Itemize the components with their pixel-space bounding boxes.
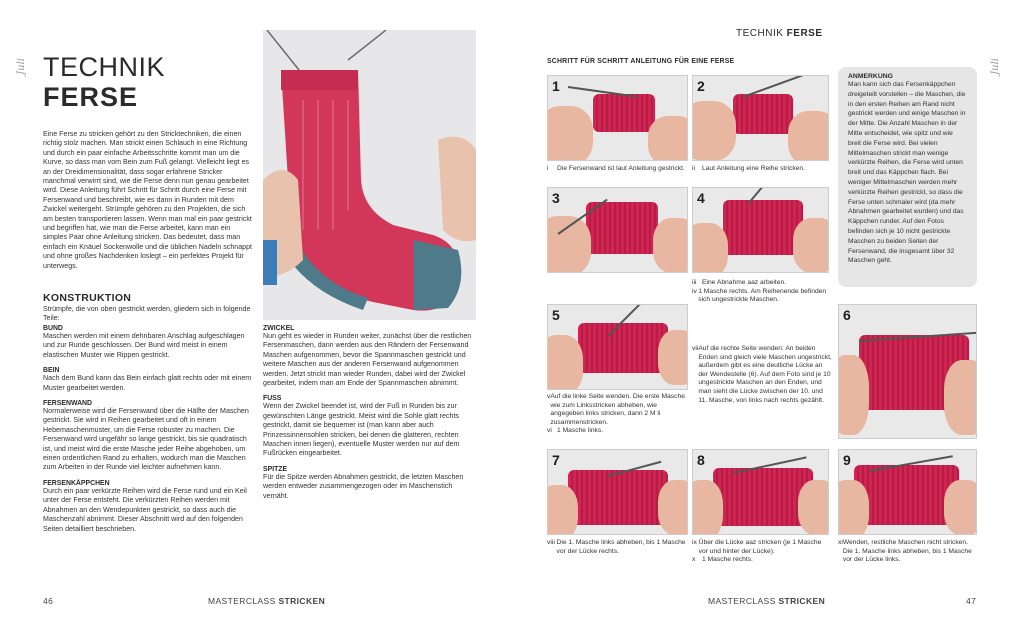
caption-text: Die 1. Masche links abheben, bis 1 Masche vor der Lücke rechts. <box>556 539 686 555</box>
section-fersenkaeppchen <box>43 480 256 534</box>
caption-roman: v <box>547 393 551 400</box>
caption-text: Die Fersenwand ist laut Anleitung gestrickt. <box>557 165 685 172</box>
caption-7 <box>547 539 688 556</box>
caption-1 <box>547 165 688 174</box>
section-text: Wenn der Zwickel beendet ist, wird der Fuß in Runden bis zur gewünschten Länge gestrickt. Meist wird die Sohle glatt rechts gestrickt, damit sie bequemer ist (man kann aber auch Prinzessinnensohlen stricken, bei denen die glatteren, rechten Maschen innen liegen), eventuelle Muster werden nur auf dem Fußrücken eingearbeitet. <box>263 402 460 458</box>
step-number: 6 <box>843 307 851 323</box>
caption-roman: iv <box>692 287 697 295</box>
caption-roman: i <box>547 165 549 172</box>
caption-roman: vi <box>547 427 552 435</box>
caption-roman: ii <box>692 165 695 172</box>
intro-text: Eine Ferse zu stricken gehört zu den Stricktechniken, die einen richtig stolz machen. Man strickt einen Schlauch in eine Richtung und durch ein paar einfache Arbeitsschritte kommt man um die Kurve, so dass man vom Bein zum Fuß gelangt. Vielleicht liegt es an der Dreidimensionalität, dass sogar erfahrene Stricker manchmal verwirrt sind, wie die Ferse denn nun genau gearbeitet wird. Diese Anleitung führt Schritt für Schritt durch eine Ferse mit Fersenwand und beschreibt, wie es dann in Runden mit dem Zwickel weitergeht. Strümpfe gehören zu den Projekten, die sich am besten transportieren lassen. Wenn man mal ein paar gestrickt und begriffen hat, wie man die Ferse arbeitet, kann man ein simples Paar ohne Anleitung stricken. Das bedeutet, dass man einfach ein Knäuel Sockenwolle und die üblichen Nadeln schnappt und ohne großes Nachdenken loslegt – ein perfektes Projekt für unterwegs. <box>43 130 253 270</box>
caption-text: Über die Lücke aaz stricken (je 1 Masche vor und hinter der Lücke). <box>698 539 822 555</box>
section-zwickel <box>263 325 476 388</box>
konstruktion-block <box>43 292 256 324</box>
caption-text: Eine Abnahme aaz arbeiten. <box>702 279 787 286</box>
section-text: Maschen werden mit einem dehnbaren Anschlag aufgeschlagen und zur Runde geschlossen. Der Bund wird meist in einem elastischen Muster wie Rippen gestrickt. <box>43 332 245 359</box>
caption-roman: vii <box>692 345 699 352</box>
caption-roman: xi <box>838 539 843 546</box>
footer-bold: STRICKEN <box>778 596 826 606</box>
step-photo-8 <box>692 449 829 535</box>
step-photo-7 <box>547 449 688 535</box>
section-text: Normalerweise wird die Fersenwand über die Hälfte der Maschen gestrickt. Sie wird in Reihen gearbeitet und oft in einem Hebemaschenmuster, um die Ferse robuster zu machen. Die Fersenwand wird ungefähr so lange gestrickt, bis sie quadratisch ist, und meist wird die erste Masche jeder Reihe abgehoben, um einen ordentlichen Rand zu erhalten, wodurch man die Maschen zum Arbeiten in der Runde viel leichter aufnehmen kann. <box>43 407 249 472</box>
step-number: 2 <box>697 78 705 94</box>
page-title-bold: FERSE <box>43 82 139 112</box>
step-number: 5 <box>552 307 560 323</box>
step-photo-5 <box>547 304 688 390</box>
step-photo-2 <box>692 75 829 161</box>
sections-col2 <box>263 325 476 501</box>
caption-text: 1 Masche links. <box>557 427 604 435</box>
caption-6 <box>692 345 832 405</box>
konstruktion-text: Strümpfe, die von oben gestrickt werden, gliedern sich in folgende Teile: <box>43 305 251 323</box>
page-title-light: TECHNIK <box>43 52 166 82</box>
caption-text: Auf die linke Seite wenden. Die erste Masche wie zum Linksstricken abheben, wie angegeben links stricken, dann 2 M li zusammenstricken. <box>550 393 685 426</box>
step-photo-4 <box>692 187 829 273</box>
section-bein <box>43 367 256 393</box>
caption-roman: ix <box>692 539 697 546</box>
section-fersenwand <box>43 400 256 473</box>
caption-text: Laut Anleitung eine Reihe stricken. <box>702 165 805 172</box>
caption-text: 1 Masche rechts. <box>702 556 753 564</box>
page-number-right: 47 <box>966 596 977 606</box>
running-header <box>736 28 823 39</box>
step-photo-1 <box>547 75 688 161</box>
caption-roman: iii <box>692 279 697 286</box>
step-number: 8 <box>697 452 705 468</box>
sock-illustration <box>263 30 476 320</box>
step-photo-6 <box>838 304 977 439</box>
caption-8 <box>692 539 832 565</box>
konstruktion-heading: KONSTRUKTION <box>43 292 132 304</box>
footer-left <box>208 596 325 606</box>
section-heading: ZWICKEL <box>263 325 295 332</box>
sections-col1 <box>43 325 256 534</box>
note-box <box>838 67 977 287</box>
running-header-light: TECHNIK <box>736 28 787 39</box>
footer-light: MASTERCLASS <box>708 596 779 606</box>
caption-3-4 <box>692 279 829 305</box>
caption-9 <box>838 539 977 565</box>
side-tab-right: Juli <box>990 58 1001 75</box>
footer-right <box>708 596 825 606</box>
step-photo-3 <box>547 187 688 273</box>
steps-heading: SCHRITT FÜR SCHRITT ANLEITUNG FÜR EINE FERSE <box>547 58 735 65</box>
page-number-left: 46 <box>43 596 54 606</box>
footer-bold: STRICKEN <box>278 596 326 606</box>
section-heading: SPITZE <box>263 465 288 473</box>
step-number: 9 <box>843 452 851 468</box>
step-number: 7 <box>552 452 560 468</box>
caption-text: Auf die rechte Seite wenden: An beiden Enden sind gleich viele Maschen ungestrickt, außerdem gibt es eine deutliche Lücke an der Wendestelle (6). Auf dem Foto sind je 10 ungestrickte Maschen an den Enden, und man sieht die Lücke zwischen der 10. und 11. Masche, von links nach rechts gezählt. <box>698 345 832 404</box>
section-fuss <box>263 395 476 458</box>
section-heading: FERSENKÄPPCHEN <box>43 479 110 487</box>
section-text: Nach dem Bund kann das Bein einfach glatt rechts oder mit einem Muster gearbeitet werden. <box>43 374 252 392</box>
sock-photo <box>263 30 476 320</box>
step-number: 1 <box>552 78 560 94</box>
section-text: Für die Spitze werden Abnahmen gestrickt, die letzten Maschen werden entweder zusammengezogen oder im Maschenstich vernäht. <box>263 472 464 500</box>
running-header-bold: FERSE <box>786 28 823 39</box>
footer-light: MASTERCLASS <box>208 596 279 606</box>
section-heading: FERSENWAND <box>43 400 93 408</box>
section-heading: BEIN <box>43 367 60 375</box>
step-number: 4 <box>697 190 705 206</box>
note-heading: ANMERKUNG <box>848 73 893 80</box>
caption-text: Wenden, restliche Maschen nicht stricken. Die 1. Masche links abheben, bis 1 Masche vor der Lücke links. <box>842 539 972 564</box>
section-text: Nun geht es wieder in Runden weiter, zunächst über die restlichen Fersenmaschen, dann werden aus den Rändern der Fersenwand Maschen aufgenommen, bevor die Spannmaschen gestrickt und weitere Maschen aus der anderen Fersenwand aufgenommen werden. Jetzt strickt man wieder Runden, dabei wird der Zwickel gearbeitet, indem man am Ende der Spannmaschen abnimmt. <box>263 332 472 388</box>
section-heading: FUSS <box>263 395 282 403</box>
caption-2 <box>692 165 829 174</box>
caption-text: 1 Masche rechts. Am Reihenende befinden sich ungestrickte Maschen. <box>698 287 827 304</box>
caption-roman: viii <box>547 539 555 546</box>
section-spitze <box>263 466 476 501</box>
note-text: Man kann sich das Fersenkäppchen dreigeteilt vorstellen – die Maschen, die in den ersten Reihen am Rand nicht gestrickt werden und einige Maschen in der Mitte. Die Anzahl Maschen in der Mitte entscheidet, wie spitz und wie breit die Ferse wird. Bei vielen Mittelmaschen strickt man wenige verkürzte Reihen, die Ferse wird unten breit und das Käppchen flach. Bei weniger Mittelmaschen werden mehr verkürzte Reihen gestrickt, so dass die Ferse unten schmaler wird (da mehr Abnahmen gearbeitet wurden) und das Käppchen runder. Auf den Fotos befinden sich je 10 nicht gestrickte Maschen zu beiden Seiten der Fersenwand, die insgesamt über 32 Maschen geht. <box>848 81 966 265</box>
step-photo-9 <box>838 449 977 535</box>
side-tab-left: Juli <box>16 58 27 75</box>
section-text: Durch ein paar verkürzte Reihen wird die Ferse rund und ein Keil unter der Ferse entsteht. Die verkürzten Reihen werden mit Abnahmen an den Wendepunkten gestrickt, so dass auch die Maschenzahl abnimmt. Dieser Abschnitt wird auf den folgenden Seiten detailliert beschrieben. <box>43 486 247 533</box>
step-number: 3 <box>552 190 560 206</box>
section-heading: BUND <box>43 325 63 332</box>
caption-roman: x <box>692 556 696 564</box>
section-bund <box>43 325 256 360</box>
caption-5 <box>547 393 688 436</box>
